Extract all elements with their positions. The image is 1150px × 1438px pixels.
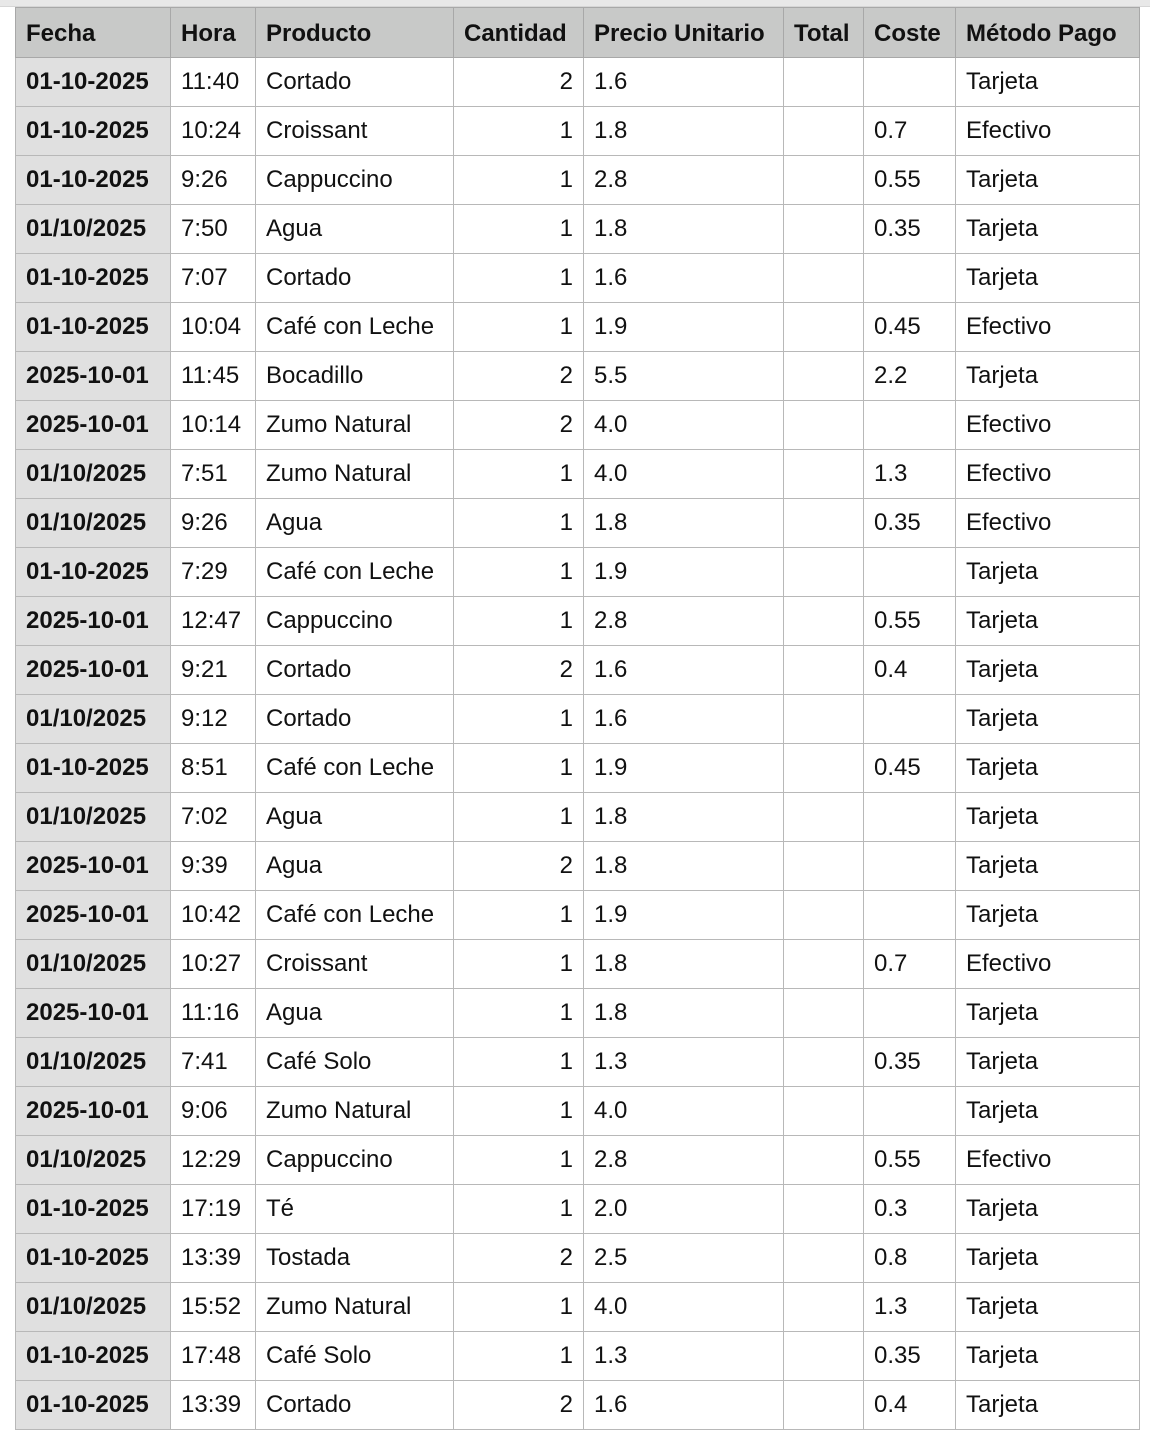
producto-cell[interactable]: Cortado bbox=[256, 58, 454, 107]
cantidad-cell[interactable]: 2 bbox=[454, 1234, 584, 1283]
table-row bbox=[16, 744, 1140, 793]
total-cell[interactable] bbox=[784, 597, 864, 646]
total-cell[interactable] bbox=[784, 303, 864, 352]
table-row bbox=[16, 842, 1140, 891]
fecha-cell[interactable]: 01-10-2025 bbox=[16, 1234, 171, 1283]
producto-cell[interactable]: Cortado bbox=[256, 646, 454, 695]
fecha-cell[interactable]: 01-10-2025 bbox=[16, 254, 171, 303]
hora-cell[interactable]: 7:41 bbox=[171, 1038, 256, 1087]
coste-cell[interactable]: 1.3 bbox=[864, 1283, 956, 1332]
producto-cell[interactable]: Agua bbox=[256, 499, 454, 548]
total-cell[interactable] bbox=[784, 254, 864, 303]
coste-cell[interactable]: 0.3 bbox=[864, 1185, 956, 1234]
coste-cell[interactable] bbox=[864, 548, 956, 597]
table-row bbox=[16, 205, 1140, 254]
hora-cell[interactable]: 17:48 bbox=[171, 1332, 256, 1381]
table-row bbox=[16, 156, 1140, 205]
cantidad-cell[interactable]: 1 bbox=[454, 1332, 584, 1381]
total-cell[interactable] bbox=[784, 1332, 864, 1381]
producto-cell[interactable]: Café con Leche bbox=[256, 548, 454, 597]
fecha-cell[interactable]: 2025-10-01 bbox=[16, 646, 171, 695]
metodo-pago-cell[interactable]: Tarjeta bbox=[956, 1185, 1140, 1234]
precio-unitario-cell[interactable]: 2.0 bbox=[584, 1185, 784, 1234]
precio-unitario-cell[interactable]: 1.8 bbox=[584, 205, 784, 254]
coste-cell[interactable] bbox=[864, 58, 956, 107]
hora-cell[interactable]: 7:07 bbox=[171, 254, 256, 303]
producto-cell[interactable]: Cortado bbox=[256, 254, 454, 303]
total-cell[interactable] bbox=[784, 1234, 864, 1283]
producto-cell[interactable]: Zumo Natural bbox=[256, 401, 454, 450]
fecha-cell[interactable]: 2025-10-01 bbox=[16, 401, 171, 450]
column-header-metodo-pago[interactable]: Método Pago bbox=[956, 8, 1140, 58]
table-row bbox=[16, 107, 1140, 156]
coste-cell[interactable] bbox=[864, 254, 956, 303]
hora-cell[interactable]: 10:27 bbox=[171, 940, 256, 989]
precio-unitario-cell[interactable]: 4.0 bbox=[584, 1087, 784, 1136]
hora-cell[interactable]: 13:39 bbox=[171, 1234, 256, 1283]
coste-cell[interactable]: 0.8 bbox=[864, 1234, 956, 1283]
cantidad-cell[interactable]: 2 bbox=[454, 646, 584, 695]
table-row bbox=[16, 401, 1140, 450]
cantidad-cell[interactable]: 1 bbox=[454, 1283, 584, 1332]
coste-cell[interactable]: 0.4 bbox=[864, 646, 956, 695]
metodo-pago-cell[interactable]: Tarjeta bbox=[956, 1038, 1140, 1087]
metodo-pago-cell[interactable]: Tarjeta bbox=[956, 842, 1140, 891]
table-row bbox=[16, 891, 1140, 940]
cantidad-cell[interactable]: 1 bbox=[454, 156, 584, 205]
total-cell[interactable] bbox=[784, 156, 864, 205]
total-cell[interactable] bbox=[784, 401, 864, 450]
precio-unitario-cell[interactable]: 5.5 bbox=[584, 352, 784, 401]
fecha-cell[interactable]: 01-10-2025 bbox=[16, 303, 171, 352]
table-row bbox=[16, 793, 1140, 842]
hora-cell[interactable]: 9:12 bbox=[171, 695, 256, 744]
coste-cell[interactable]: 0.7 bbox=[864, 940, 956, 989]
hora-cell[interactable]: 8:51 bbox=[171, 744, 256, 793]
producto-cell[interactable]: Cappuccino bbox=[256, 597, 454, 646]
metodo-pago-cell[interactable]: Efectivo bbox=[956, 303, 1140, 352]
hora-cell[interactable]: 7:51 bbox=[171, 450, 256, 499]
table-row bbox=[16, 352, 1140, 401]
fecha-cell[interactable]: 2025-10-01 bbox=[16, 989, 171, 1038]
window-top-edge bbox=[0, 0, 1150, 7]
hora-cell[interactable]: 13:39 bbox=[171, 1381, 256, 1430]
producto-cell[interactable]: Té bbox=[256, 1185, 454, 1234]
coste-cell[interactable] bbox=[864, 401, 956, 450]
table-row bbox=[16, 989, 1140, 1038]
total-cell[interactable] bbox=[784, 1185, 864, 1234]
hora-cell[interactable]: 7:02 bbox=[171, 793, 256, 842]
cantidad-cell[interactable]: 1 bbox=[454, 499, 584, 548]
producto-cell[interactable]: Croissant bbox=[256, 107, 454, 156]
cantidad-cell[interactable]: 1 bbox=[454, 989, 584, 1038]
cantidad-cell[interactable]: 1 bbox=[454, 1087, 584, 1136]
table-body bbox=[16, 58, 1140, 1430]
precio-unitario-cell[interactable]: 4.0 bbox=[584, 401, 784, 450]
cantidad-cell[interactable]: 1 bbox=[454, 1185, 584, 1234]
producto-cell[interactable]: Zumo Natural bbox=[256, 450, 454, 499]
fecha-cell[interactable]: 01/10/2025 bbox=[16, 1136, 171, 1185]
cantidad-cell[interactable]: 1 bbox=[454, 548, 584, 597]
metodo-pago-cell[interactable]: Tarjeta bbox=[956, 254, 1140, 303]
coste-cell[interactable]: 1.3 bbox=[864, 450, 956, 499]
metodo-pago-cell[interactable]: Efectivo bbox=[956, 401, 1140, 450]
hora-cell[interactable]: 7:50 bbox=[171, 205, 256, 254]
fecha-cell[interactable]: 01/10/2025 bbox=[16, 450, 171, 499]
fecha-cell[interactable]: 2025-10-01 bbox=[16, 891, 171, 940]
table-row bbox=[16, 58, 1140, 107]
column-header-total[interactable]: Total bbox=[784, 8, 864, 58]
coste-cell[interactable]: 0.4 bbox=[864, 1381, 956, 1430]
table-row bbox=[16, 1087, 1140, 1136]
coste-cell[interactable]: 0.35 bbox=[864, 1332, 956, 1381]
table-row bbox=[16, 1283, 1140, 1332]
metodo-pago-cell[interactable]: Tarjeta bbox=[956, 793, 1140, 842]
table-row bbox=[16, 499, 1140, 548]
metodo-pago-cell[interactable]: Tarjeta bbox=[956, 156, 1140, 205]
metodo-pago-cell[interactable]: Tarjeta bbox=[956, 1381, 1140, 1430]
precio-unitario-cell[interactable]: 1.8 bbox=[584, 989, 784, 1038]
hora-cell[interactable]: 11:40 bbox=[171, 58, 256, 107]
fecha-cell[interactable]: 01/10/2025 bbox=[16, 793, 171, 842]
metodo-pago-cell[interactable]: Tarjeta bbox=[956, 891, 1140, 940]
hora-cell[interactable]: 10:04 bbox=[171, 303, 256, 352]
hora-cell[interactable]: 10:42 bbox=[171, 891, 256, 940]
total-cell[interactable] bbox=[784, 107, 864, 156]
precio-unitario-cell[interactable]: 1.6 bbox=[584, 646, 784, 695]
table-row bbox=[16, 1185, 1140, 1234]
fecha-cell[interactable]: 2025-10-01 bbox=[16, 1087, 171, 1136]
table-row bbox=[16, 597, 1140, 646]
coste-cell[interactable]: 0.45 bbox=[864, 744, 956, 793]
metodo-pago-cell[interactable]: Tarjeta bbox=[956, 597, 1140, 646]
hora-cell[interactable]: 9:39 bbox=[171, 842, 256, 891]
producto-cell[interactable]: Café con Leche bbox=[256, 891, 454, 940]
table-row bbox=[16, 695, 1140, 744]
cantidad-cell[interactable]: 1 bbox=[454, 793, 584, 842]
metodo-pago-cell[interactable]: Tarjeta bbox=[956, 646, 1140, 695]
fecha-cell[interactable]: 01/10/2025 bbox=[16, 1283, 171, 1332]
metodo-pago-cell[interactable]: Tarjeta bbox=[956, 1283, 1140, 1332]
metodo-pago-cell[interactable]: Tarjeta bbox=[956, 989, 1140, 1038]
cantidad-cell[interactable]: 2 bbox=[454, 401, 584, 450]
hora-cell[interactable]: 9:21 bbox=[171, 646, 256, 695]
producto-cell[interactable]: Cortado bbox=[256, 695, 454, 744]
metodo-pago-cell[interactable]: Tarjeta bbox=[956, 1332, 1140, 1381]
coste-cell[interactable]: 0.45 bbox=[864, 303, 956, 352]
hora-cell[interactable]: 11:16 bbox=[171, 989, 256, 1038]
precio-unitario-cell[interactable]: 1.8 bbox=[584, 940, 784, 989]
cantidad-cell[interactable]: 2 bbox=[454, 58, 584, 107]
table-row bbox=[16, 303, 1140, 352]
hora-cell[interactable]: 15:52 bbox=[171, 1283, 256, 1332]
fecha-cell[interactable]: 01-10-2025 bbox=[16, 156, 171, 205]
total-cell[interactable] bbox=[784, 499, 864, 548]
header-row bbox=[16, 8, 1140, 58]
metodo-pago-cell[interactable]: Efectivo bbox=[956, 499, 1140, 548]
cantidad-cell[interactable]: 1 bbox=[454, 1038, 584, 1087]
fecha-cell[interactable]: 01-10-2025 bbox=[16, 1332, 171, 1381]
total-cell[interactable] bbox=[784, 548, 864, 597]
column-header-precio-unitario[interactable]: Precio Unitario bbox=[584, 8, 784, 58]
precio-unitario-cell[interactable]: 1.8 bbox=[584, 499, 784, 548]
precio-unitario-cell[interactable]: 2.8 bbox=[584, 156, 784, 205]
coste-cell[interactable] bbox=[864, 891, 956, 940]
total-cell[interactable] bbox=[784, 450, 864, 499]
coste-cell[interactable] bbox=[864, 695, 956, 744]
producto-cell[interactable]: Café Solo bbox=[256, 1038, 454, 1087]
precio-unitario-cell[interactable]: 1.8 bbox=[584, 842, 784, 891]
producto-cell[interactable]: Café Solo bbox=[256, 1332, 454, 1381]
total-cell[interactable] bbox=[784, 1136, 864, 1185]
precio-unitario-cell[interactable]: 2.5 bbox=[584, 1234, 784, 1283]
metodo-pago-cell[interactable]: Efectivo bbox=[956, 450, 1140, 499]
hora-cell[interactable]: 9:26 bbox=[171, 499, 256, 548]
fecha-cell[interactable]: 01/10/2025 bbox=[16, 205, 171, 254]
cantidad-cell[interactable]: 1 bbox=[454, 695, 584, 744]
cantidad-cell[interactable]: 1 bbox=[454, 1136, 584, 1185]
coste-cell[interactable]: 0.35 bbox=[864, 205, 956, 254]
producto-cell[interactable]: Zumo Natural bbox=[256, 1087, 454, 1136]
column-header-hora[interactable]: Hora bbox=[171, 8, 256, 58]
total-cell[interactable] bbox=[784, 205, 864, 254]
fecha-cell[interactable]: 2025-10-01 bbox=[16, 842, 171, 891]
hora-cell[interactable]: 11:45 bbox=[171, 352, 256, 401]
total-cell[interactable] bbox=[784, 58, 864, 107]
column-header-fecha[interactable]: Fecha bbox=[16, 8, 171, 58]
fecha-cell[interactable]: 01-10-2025 bbox=[16, 58, 171, 107]
fecha-cell[interactable]: 01/10/2025 bbox=[16, 1038, 171, 1087]
precio-unitario-cell[interactable]: 4.0 bbox=[584, 1283, 784, 1332]
total-cell[interactable] bbox=[784, 744, 864, 793]
cantidad-cell[interactable]: 1 bbox=[454, 450, 584, 499]
producto-cell[interactable]: Agua bbox=[256, 989, 454, 1038]
total-cell[interactable] bbox=[784, 1087, 864, 1136]
precio-unitario-cell[interactable]: 1.9 bbox=[584, 303, 784, 352]
column-header-producto[interactable]: Producto bbox=[256, 8, 454, 58]
cantidad-cell[interactable]: 1 bbox=[454, 107, 584, 156]
total-cell[interactable] bbox=[784, 1381, 864, 1430]
fecha-cell[interactable]: 2025-10-01 bbox=[16, 352, 171, 401]
column-header-cantidad[interactable]: Cantidad bbox=[454, 8, 584, 58]
hora-cell[interactable]: 7:29 bbox=[171, 548, 256, 597]
hora-cell[interactable]: 10:14 bbox=[171, 401, 256, 450]
table-row bbox=[16, 1136, 1140, 1185]
producto-cell[interactable]: Cappuccino bbox=[256, 156, 454, 205]
total-cell[interactable] bbox=[784, 940, 864, 989]
metodo-pago-cell[interactable]: Tarjeta bbox=[956, 744, 1140, 793]
coste-cell[interactable]: 0.7 bbox=[864, 107, 956, 156]
total-cell[interactable] bbox=[784, 695, 864, 744]
column-header-coste[interactable]: Coste bbox=[864, 8, 956, 58]
precio-unitario-cell[interactable]: 1.6 bbox=[584, 58, 784, 107]
cantidad-cell[interactable]: 1 bbox=[454, 303, 584, 352]
coste-cell[interactable] bbox=[864, 842, 956, 891]
metodo-pago-cell[interactable]: Tarjeta bbox=[956, 352, 1140, 401]
fecha-cell[interactable]: 01/10/2025 bbox=[16, 499, 171, 548]
producto-cell[interactable]: Zumo Natural bbox=[256, 1283, 454, 1332]
total-cell[interactable] bbox=[784, 842, 864, 891]
precio-unitario-cell[interactable]: 1.6 bbox=[584, 1381, 784, 1430]
producto-cell[interactable]: Cappuccino bbox=[256, 1136, 454, 1185]
precio-unitario-cell[interactable]: 2.8 bbox=[584, 597, 784, 646]
coste-cell[interactable] bbox=[864, 793, 956, 842]
table-row bbox=[16, 450, 1140, 499]
table-row bbox=[16, 1332, 1140, 1381]
fecha-cell[interactable]: 01-10-2025 bbox=[16, 107, 171, 156]
hora-cell[interactable]: 9:06 bbox=[171, 1087, 256, 1136]
producto-cell[interactable]: Cortado bbox=[256, 1381, 454, 1430]
fecha-cell[interactable]: 2025-10-01 bbox=[16, 597, 171, 646]
fecha-cell[interactable]: 01-10-2025 bbox=[16, 1185, 171, 1234]
producto-cell[interactable]: Café con Leche bbox=[256, 744, 454, 793]
metodo-pago-cell[interactable]: Efectivo bbox=[956, 107, 1140, 156]
hora-cell[interactable]: 12:47 bbox=[171, 597, 256, 646]
coste-cell[interactable]: 0.55 bbox=[864, 156, 956, 205]
table-row bbox=[16, 646, 1140, 695]
producto-cell[interactable]: Croissant bbox=[256, 940, 454, 989]
table-row bbox=[16, 548, 1140, 597]
precio-unitario-cell[interactable]: 4.0 bbox=[584, 450, 784, 499]
coste-cell[interactable] bbox=[864, 989, 956, 1038]
fecha-cell[interactable]: 01-10-2025 bbox=[16, 548, 171, 597]
total-cell[interactable] bbox=[784, 1038, 864, 1087]
table-row bbox=[16, 1038, 1140, 1087]
coste-cell[interactable]: 0.55 bbox=[864, 1136, 956, 1185]
precio-unitario-cell[interactable]: 1.8 bbox=[584, 107, 784, 156]
metodo-pago-cell[interactable]: Tarjeta bbox=[956, 58, 1140, 107]
precio-unitario-cell[interactable]: 2.8 bbox=[584, 1136, 784, 1185]
producto-cell[interactable]: Agua bbox=[256, 793, 454, 842]
producto-cell[interactable]: Agua bbox=[256, 842, 454, 891]
metodo-pago-cell[interactable]: Tarjeta bbox=[956, 695, 1140, 744]
table-row bbox=[16, 254, 1140, 303]
total-cell[interactable] bbox=[784, 989, 864, 1038]
coste-cell[interactable]: 0.55 bbox=[864, 597, 956, 646]
precio-unitario-cell[interactable]: 1.9 bbox=[584, 744, 784, 793]
producto-cell[interactable]: Agua bbox=[256, 205, 454, 254]
cantidad-cell[interactable]: 1 bbox=[454, 205, 584, 254]
hora-cell[interactable]: 10:24 bbox=[171, 107, 256, 156]
metodo-pago-cell[interactable]: Tarjeta bbox=[956, 1234, 1140, 1283]
total-cell[interactable] bbox=[784, 793, 864, 842]
precio-unitario-cell[interactable]: 1.3 bbox=[584, 1332, 784, 1381]
table-row bbox=[16, 1234, 1140, 1283]
coste-cell[interactable]: 0.35 bbox=[864, 1038, 956, 1087]
metodo-pago-cell[interactable]: Efectivo bbox=[956, 940, 1140, 989]
spreadsheet bbox=[15, 7, 1139, 1430]
cantidad-cell[interactable]: 2 bbox=[454, 842, 584, 891]
precio-unitario-cell[interactable]: 1.3 bbox=[584, 1038, 784, 1087]
cantidad-cell[interactable]: 1 bbox=[454, 891, 584, 940]
table-row bbox=[16, 1381, 1140, 1430]
total-cell[interactable] bbox=[784, 1283, 864, 1332]
cantidad-cell[interactable]: 1 bbox=[454, 597, 584, 646]
precio-unitario-cell[interactable]: 1.9 bbox=[584, 548, 784, 597]
precio-unitario-cell[interactable]: 1.8 bbox=[584, 793, 784, 842]
metodo-pago-cell[interactable]: Tarjeta bbox=[956, 548, 1140, 597]
producto-cell[interactable]: Tostada bbox=[256, 1234, 454, 1283]
metodo-pago-cell[interactable]: Efectivo bbox=[956, 1136, 1140, 1185]
precio-unitario-cell[interactable]: 1.6 bbox=[584, 254, 784, 303]
metodo-pago-cell[interactable]: Tarjeta bbox=[956, 1087, 1140, 1136]
metodo-pago-cell[interactable]: Tarjeta bbox=[956, 205, 1140, 254]
producto-cell[interactable]: Café con Leche bbox=[256, 303, 454, 352]
cantidad-cell[interactable]: 1 bbox=[454, 940, 584, 989]
fecha-cell[interactable]: 01-10-2025 bbox=[16, 1381, 171, 1430]
precio-unitario-cell[interactable]: 1.9 bbox=[584, 891, 784, 940]
hora-cell[interactable]: 12:29 bbox=[171, 1136, 256, 1185]
fecha-cell[interactable]: 01-10-2025 bbox=[16, 744, 171, 793]
precio-unitario-cell[interactable]: 1.6 bbox=[584, 695, 784, 744]
coste-cell[interactable] bbox=[864, 1087, 956, 1136]
cantidad-cell[interactable]: 1 bbox=[454, 254, 584, 303]
total-cell[interactable] bbox=[784, 891, 864, 940]
coste-cell[interactable]: 0.35 bbox=[864, 499, 956, 548]
fecha-cell[interactable]: 01/10/2025 bbox=[16, 695, 171, 744]
cantidad-cell[interactable]: 2 bbox=[454, 352, 584, 401]
producto-cell[interactable]: Bocadillo bbox=[256, 352, 454, 401]
total-cell[interactable] bbox=[784, 352, 864, 401]
cantidad-cell[interactable]: 2 bbox=[454, 1381, 584, 1430]
sales-table bbox=[15, 7, 1140, 1430]
total-cell[interactable] bbox=[784, 646, 864, 695]
hora-cell[interactable]: 17:19 bbox=[171, 1185, 256, 1234]
cantidad-cell[interactable]: 1 bbox=[454, 744, 584, 793]
coste-cell[interactable]: 2.2 bbox=[864, 352, 956, 401]
hora-cell[interactable]: 9:26 bbox=[171, 156, 256, 205]
table-row bbox=[16, 940, 1140, 989]
fecha-cell[interactable]: 01/10/2025 bbox=[16, 940, 171, 989]
